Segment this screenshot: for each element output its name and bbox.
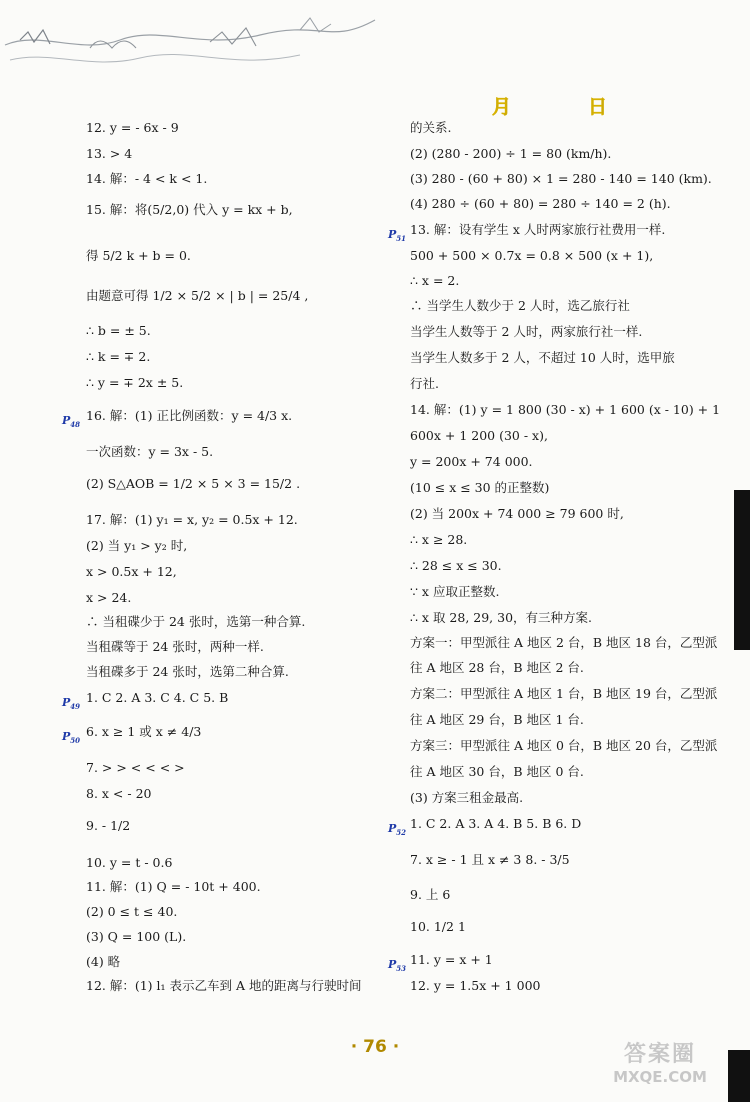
answer-line: ∴ 28 ≤ x ≤ 30. bbox=[410, 558, 502, 573]
page-ref-letter: P bbox=[62, 730, 71, 743]
page-ref-mark bbox=[388, 822, 406, 837]
watermark-line1: 答案圈 bbox=[623, 1042, 696, 1067]
page-ref-letter: P bbox=[62, 414, 71, 427]
answer-line: ∴ x ≥ 28. bbox=[410, 532, 468, 547]
answer-line: (4) 280 ÷ (60 + 80) = 280 ÷ 140 = 2 (h). bbox=[410, 196, 671, 211]
watermark-logo bbox=[600, 1042, 720, 1092]
page-ref-letter: P bbox=[388, 822, 397, 835]
answer-line: 得 5/2 k + b = 0. bbox=[86, 248, 191, 263]
answer-line: 6. x ≥ 1 或 x ≠ 4/3 bbox=[86, 724, 202, 739]
answer-line: 的关系. bbox=[410, 120, 452, 135]
answer-line: 7. x ≥ - 1 且 x ≠ 3 8. - 3/5 bbox=[410, 852, 570, 867]
answer-line: ∴ k = ∓ 2. bbox=[86, 349, 151, 364]
answer-line: (2) 当 200x + 74 000 ≥ 79 600 时, bbox=[410, 506, 624, 521]
page-ref-number: 53 bbox=[396, 964, 407, 974]
answer-line: (3) 280 - (60 + 80) × 1 = 280 - 140 = 140 (km). bbox=[410, 171, 712, 186]
page-ref-number: 49 bbox=[70, 702, 81, 712]
answer-line: 600x + 1 200 (30 - x), bbox=[410, 428, 548, 443]
answer-line: ∴ x 取 28, 29, 30，有三种方案. bbox=[410, 610, 593, 625]
header-decoration bbox=[0, 0, 380, 95]
side-tab bbox=[734, 490, 750, 650]
page-ref-mark bbox=[388, 228, 406, 243]
answer-line: 行社. bbox=[410, 376, 439, 391]
answer-line: 14. 解：- 4 < k < 1. bbox=[86, 171, 208, 186]
answer-line: (2) 当 y₁ > y₂ 时, bbox=[86, 538, 188, 553]
answer-line: ∴ b = ± 5. bbox=[86, 323, 151, 338]
answer-line: 方案一：甲型派往 A 地区 2 台，B 地区 18 台，乙型派 bbox=[410, 635, 718, 650]
page-ref-letter: P bbox=[388, 228, 397, 241]
day-label: 日 bbox=[588, 96, 608, 118]
answer-line: (10 ≤ x ≤ 30 的正整数) bbox=[410, 480, 550, 495]
answer-line: 10. 1/2 1 bbox=[410, 919, 466, 934]
answer-line: 往 A 地区 30 台，B 地区 0 台. bbox=[410, 764, 584, 779]
answer-line: 当租碟多于 24 张时，选第二种合算. bbox=[86, 664, 289, 679]
answer-line: (2) S△AOB = 1/2 × 5 × 3 = 15/2 . bbox=[86, 476, 301, 491]
answer-line: 10. y = t - 0.6 bbox=[86, 855, 173, 870]
answer-line: 12. y = - 6x - 9 bbox=[86, 120, 179, 135]
answer-line: ∴ x = 2. bbox=[410, 273, 460, 288]
answer-line: 7. > > < < < > bbox=[86, 760, 185, 775]
answer-line: ∵ x 应取正整数. bbox=[410, 584, 500, 599]
answer-line: 11. 解：(1) Q = - 10t + 400. bbox=[86, 879, 261, 894]
page-ref-mark bbox=[62, 696, 80, 711]
answer-line: (3) 方案三租金最高. bbox=[410, 790, 524, 805]
answer-line: 16. 解：(1) 正比例函数：y = 4/3 x. bbox=[86, 408, 293, 423]
answer-line: (4) 略 bbox=[86, 954, 121, 969]
answer-line: 13. > 4 bbox=[86, 146, 133, 161]
answer-line: 15. 解：将(5/2,0) 代入 y = kx + b, bbox=[86, 202, 293, 217]
watermark-line2: MXQE.COM bbox=[613, 1068, 707, 1087]
month-label: 月 bbox=[492, 96, 512, 118]
page-ref-mark bbox=[388, 958, 406, 973]
side-tab-bottom bbox=[728, 1050, 750, 1102]
answer-line: x > 0.5x + 12, bbox=[86, 564, 177, 579]
answer-line: 500 + 500 × 0.7x = 0.8 × 500 (x + 1), bbox=[410, 248, 654, 263]
answer-line: 方案二：甲型派往 A 地区 1 台，B 地区 19 台，乙型派 bbox=[410, 686, 718, 701]
answer-line: 当租碟等于 24 张时，两种一样. bbox=[86, 639, 264, 654]
answer-line: 17. 解：(1) y₁ = x, y₂ = 0.5x + 12. bbox=[86, 512, 298, 527]
answer-line: x > 24. bbox=[86, 590, 132, 605]
answer-line: 往 A 地区 29 台，B 地区 1 台. bbox=[410, 712, 584, 727]
page-ref-number: 51 bbox=[396, 234, 407, 244]
page-ref-letter: P bbox=[388, 958, 397, 971]
answer-line: 12. y = 1.5x + 1 000 bbox=[410, 978, 541, 993]
answer-line: (2) (280 - 200) ÷ 1 = 80 (km/h). bbox=[410, 146, 612, 161]
answer-line: 1. C 2. A 3. A 4. B 5. B 6. D bbox=[410, 816, 582, 831]
page-ref-mark bbox=[62, 730, 80, 745]
answer-line: 方案三：甲型派往 A 地区 0 台，B 地区 20 台，乙型派 bbox=[410, 738, 718, 753]
answer-line: y = 200x + 74 000. bbox=[410, 454, 533, 469]
answer-line: 13. 解：设有学生 x 人时两家旅行社费用一样. bbox=[410, 222, 666, 237]
answer-line: 14. 解：(1) y = 1 800 (30 - x) + 1 600 (x - 10) + 1 bbox=[410, 402, 721, 417]
answer-line: 由题意可得 1/2 × 5/2 × | b | = 25/4 , bbox=[86, 288, 309, 303]
answer-line: (2) 0 ≤ t ≤ 40. bbox=[86, 904, 178, 919]
page-ref-number: 50 bbox=[70, 736, 81, 746]
month-day-label bbox=[492, 92, 612, 122]
answer-line: ∴ 当租碟少于 24 张时，选第一种合算. bbox=[86, 614, 306, 629]
answer-line: ∴ 当学生人数少于 2 人时，选乙旅行社 bbox=[410, 298, 630, 313]
answer-line: 当学生人数多于 2 人，不超过 10 人时，选甲旅 bbox=[410, 350, 675, 365]
answer-line: 往 A 地区 28 台，B 地区 2 台. bbox=[410, 660, 584, 675]
page-ref-number: 48 bbox=[70, 420, 81, 430]
page-number: · 76 · bbox=[350, 1037, 400, 1057]
answer-line: (3) Q = 100 (L). bbox=[86, 929, 187, 944]
answer-line: 9. 上 6 bbox=[410, 887, 451, 902]
page-ref-letter: P bbox=[62, 696, 71, 709]
answer-line: 1. C 2. A 3. C 4. C 5. B bbox=[86, 690, 229, 705]
answer-line: 一次函数：y = 3x - 5. bbox=[86, 444, 214, 459]
answer-line: ∴ y = ∓ 2x ± 5. bbox=[86, 375, 184, 390]
page-ref-number: 52 bbox=[396, 828, 407, 838]
answer-line: 8. x < - 20 bbox=[86, 786, 152, 801]
answer-line: 当学生人数等于 2 人时，两家旅行社一样. bbox=[410, 324, 643, 339]
answer-line: 11. y = x + 1 bbox=[410, 952, 493, 967]
answer-line: 12. 解：(1) l₁ 表示乙车到 A 地的距离与行驶时间 bbox=[86, 978, 362, 993]
page-ref-mark bbox=[62, 414, 80, 429]
answer-line: 9. - 1/2 bbox=[86, 818, 131, 833]
